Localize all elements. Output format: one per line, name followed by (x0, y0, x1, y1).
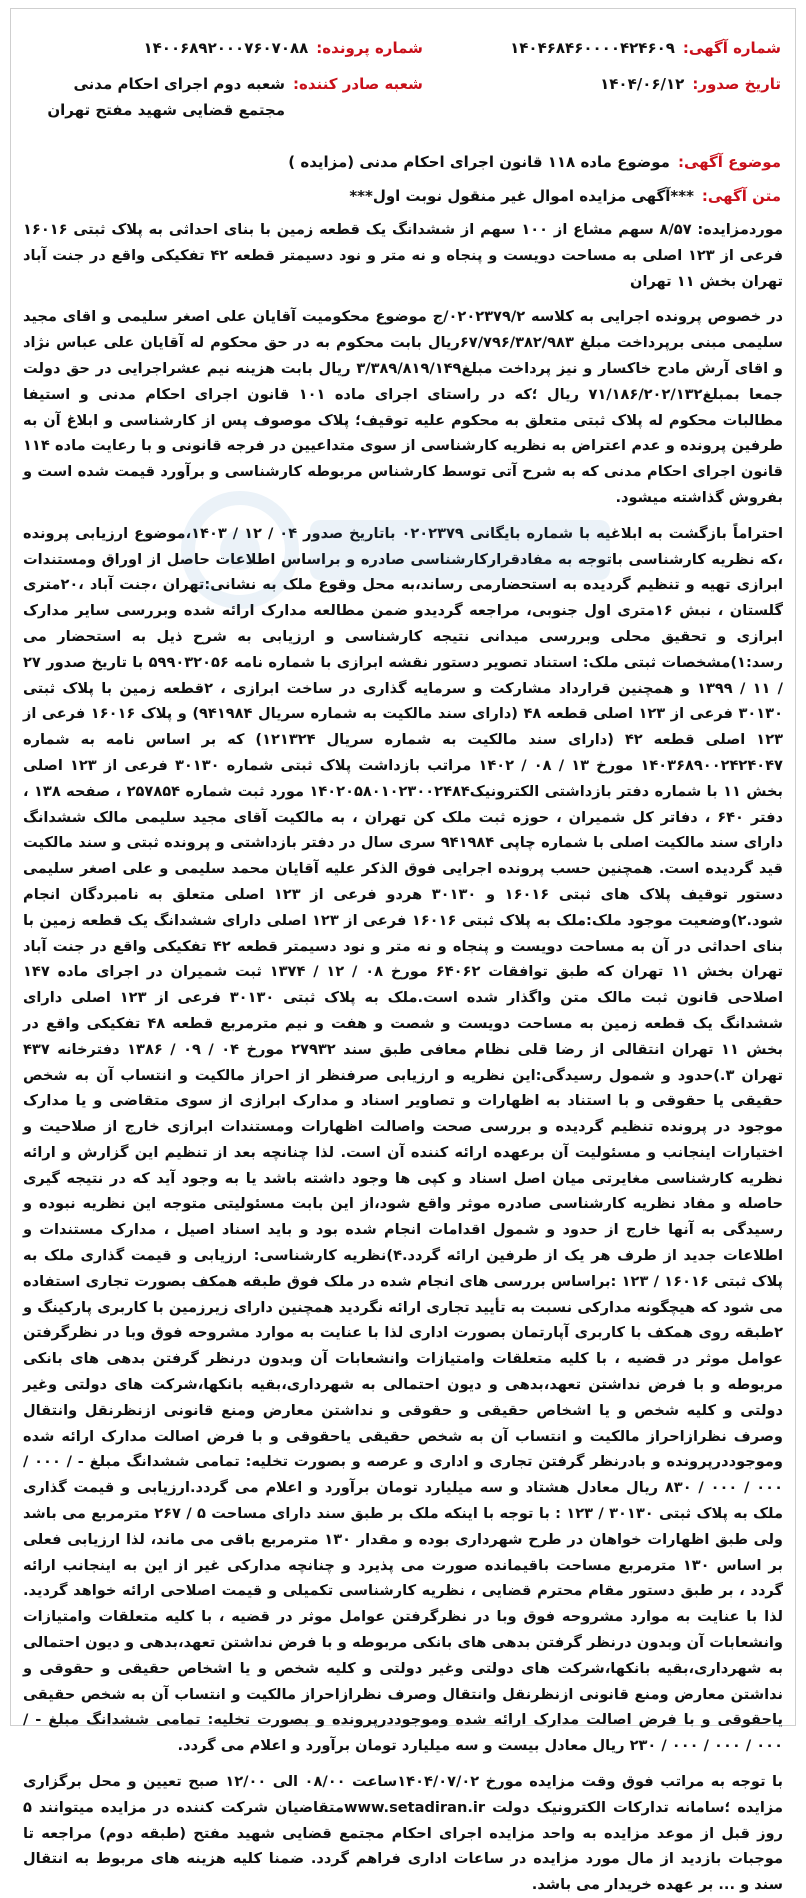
ad-number-label: شماره آگهی: (682, 39, 781, 57)
ad-subject (11, 139, 795, 175)
issue-date-label: تاریخ صدور: (692, 75, 781, 93)
header-row-2 (25, 71, 781, 123)
branch-value: شعبه دوم اجرای احکام مدنی مجتمع قضایی شهید مفتح تهران (47, 75, 286, 119)
ad-number (423, 35, 781, 61)
header-row-1 (25, 35, 781, 61)
case-number-label: شماره پرونده: (316, 39, 423, 57)
issue-date-value: ۱۴۰۴/۰۶/۱۲ (600, 75, 685, 93)
branch-label: شعبه صادر کننده: (293, 75, 423, 93)
ad-number-value: ۱۴۰۴۶۸۴۶۰۰۰۰۴۲۴۶۰۹ (510, 39, 675, 57)
notice-header (11, 9, 795, 139)
paragraph-case-details: در خصوص پرونده اجرایی به کلاسه ۰۲۰۲۳۷۹/۲/ج موضوع محکومیت آقایان علی اصغر سلیمی و اقای مجید سلیمی مبنی برپرداخت مبلغ ۶۷/۷۹۶/۳۸۲/۹۸۳ریال بابت محکوم به در حق محکوم له آقایان علی عباس نژاد و اقای آرش مادح خاکسار و نیز پرداخت مبلغ۳/۳۸۹/۸۱۹/۱۴۹ ریال بابت هزینه نیم عشراجرایی در حق دولت جمعا بمبلغ۷۱/۱۸۶/۲۰۲/۱۳۲ ریال ؛که در راستای اجرای ماده ۱۰۱ قانون اجرای احکام مدنی و استیفا مطالبات محکوم له پلاک ثبتی متعلق به محکوم علیه توقیف؛ پلاک موصوف پس از کارشناسی و ابلاغ آن به طرفین پرونده و عدم اعتراض به نظریه کارشناسی از سوی متداعیین در فرجه قانونی و با رعایت ماده ۱۱۴ قانون اجرای احکام مدنی که به شرح آتی توسط کارشناس مربوطه کارشناسی و برآورد قیمت شده است و بفروش گذاشته میشود. (23, 308, 784, 506)
ad-text-label: متن آگهی: (701, 187, 781, 205)
paragraph-auction-item: موردمزایده: ۸/۵۷ سهم مشاع از ۱۰۰ سهم از ششدانگ یک قطعه زمین با بنای احداثی به پلاک ثبتی ۱۶۰۱۶ فرعی از ۱۲۳ اصلی به مساحت دویست و پنجاه و نه متر و نود دسیمتر قطعه ۴۲ تفکیکی واقع در جنت آباد تهران بخش ۱۱ تهران (23, 221, 784, 290)
subject-label: موضوع آگهی: (677, 153, 781, 171)
issue-date (423, 71, 781, 97)
notice-frame (10, 8, 796, 1894)
ad-text-value: ***آگهی مزایده اموال غیر منقول نوبت اول*** (349, 187, 694, 205)
case-number (25, 35, 423, 61)
paragraph-auction-time: با توجه به مراتب فوق وقت مزایده مورخ ۱۴۰۴/۰۷/۰۲ساعت ۰۸/۰۰ الی ۱۲/۰۰ صبح تعیین و محل برگزاری مزایده ؛سامانه تدارکات الکترونیک دولت www.setadiran.irمتقاضیان شرکت کننده در مزایده میتوانند ۵ روز قبل از موعد مزایده به واحد مزایده اجرای احکام مجتمع قضایی شهید مفتح (طبقه دوم) مراجعه تا موجبات بازدید از مال مورد مزایده در ساعات اداری فراهم گردد. ضمنا کلیه هزینه های مربوط به انتقال سند و ... بر عهده خریدار می باشد. (23, 1773, 783, 1894)
notice-body (11, 209, 795, 1898)
issuing-branch (25, 71, 423, 123)
case-number-value: ۱۴۰۰۶۸۹۲۰۰۰۷۶۰۷۰۸۸ (143, 39, 309, 57)
paragraph-expert-report: احتراماً بازگشت به ابلاغیه با شماره بایگانی ۰۲۰۲۳۷۹ باتاریخ صدور ۰۴ / ۱۲ / ۱۴۰۳،موضوع ارزیابی پرونده ،که نظریه کارشناسی باتوجه به مفادقرارکارشناسی صادره و براساس اطلاعات حاصل از اوراق ومستندات ابرازی تهیه و تنظیم گردیده به استحضارمی رساند،به محل وقوع ملک به نشانی:تهران ،جنت آباد ،۲۰متری گلستان ، نبش ۱۶متری اول جنوبی، مراجعه گردیدو ضمن مطالعه مدارک ارائه شده وبررسی سایر مدارک ابرازی و تحقیق محلی وبررسی میدانی نتیجه کارشناسی و ارزیابی به شرح ذیل به استحضار می رسد:۱)مشخصات ثبتی ملک: استناد تصویر دستور نقشه ابرازی با شماره نامه ۵۹۹۰۳۲۰۵۶ با تاریخ صدور ۲۷ / ۱۱ / ۱۳۹۹ و همچنین قرارداد مشارکت و سرمایه گذاری در ساخت ابرازی ، ۲قطعه زمین با پلاک ثبتی ۳۰۱۳۰ فرعی از ۱۲۳ اصلی قطعه ۴۸ (دارای سند مالکیت به شماره سریال ۹۴۱۹۸۴) و پلاک ۱۶۰۱۶ فرعی از ۱۲۳ اصلی قطعه ۴۲ (دارای سند مالکیت به شماره سریال ۱۲۱۳۲۴) که بر اساس نامه به شماره ۱۴۰۳۶۸۹۰۰۲۴۲۴۰۴۷ مورخ ۱۳ / ۰۸ / ۱۴۰۲ مراتب بازداشت پلاک ثبتی شماره ۳۰۱۳۰ فرعی از ۱۲۳ اصلی بخش ۱۱ با شماره دفتر بازداشتی الکترونیک۱۴۰۲۰۵۸۰۱۰۲۳۰۰۲۴۸۴ مورد ثبت شماره ۲۵۷۸۵۴ ، صفحه ۱۳۸ ، دفتر ۶۴۰ ، دفاتر کل شمیران ، حوزه ثبت ملک کن تهران ، به مالکیت آقای مجید سلیمی مالک ششدانگ دارای سند مالکیت اصلی با شماره چاپی ۹۴۱۹۸۴ سری سال در دفتر بازداشتی و پرونده ثبتی و سند مالکیت قید گردیده است. همچنین حسب پرونده اجرایی فوق الذکر علیه آقایان محمد سلیمی و علی اصغر سلیمی دستور توقیف پلاک های ثبتی ۱۶۰۱۶ و ۳۰۱۳۰ هردو فرعی از ۱۲۳ اصلی متعلق به نامبردگان انجام شود.۲)وضعیت موجود ملک:ملک به پلاک ثبتی ۱۶۰۱۶ فرعی از ۱۲۳ اصلی دارای ششدانگ یک قطعه زمین با بنای احداثی در آن به مساحت دویست و پنجاه و نه متر و نود دسیمتر قطعه ۴۲ تفکیکی واقع در جنت آباد تهران بخش ۱۱ تهران که طبق توافقات ۶۴۰۶۲ مورخ ۰۸ / ۱۲ / ۱۳۷۴ ثبت شمیران در اجرای ماده ۱۴۷ اصلاحی قانون ثبت مالک متن واگذار شده است.ملک به پلاک ثبتی ۳۰۱۳۰ فرعی از ۱۲۳ اصلی دارای ششدانگ یک قطعه زمین به مساحت دویست و شصت و هفت و نیم مترمربع قطعه ۴۸ تفکیکی واقع در بخش ۱۱ تهران انتقالی از رضا قلی نظام معافی طبق سند ۲۷۹۳۲ مورخ ۰۴ / ۰۹ / ۱۳۸۶ دفترخانه ۴۳۷ تهران ۳.)حدود و شمول رسیدگی:این نظریه و ارزیابی صرفنظر از احراز مالکیت و انتساب آن به شخص حقیقی یا حقوقی و با استناد به اظهارات و تصاویر اسناد و مدارک ابرازی از سوی متقاضی و یا مدارک موجود در پرونده تنظیم گردیده و بررسی صحت واصالت اظهارات ومستندات ابرازی خارج از صلاحیت و اختیارات اینجانب و مسئولیت آن برعهده ارائه کننده آن است. لذا چنانچه بعد از تنظیم این گزارش و ارائه نظریه کارشناسی مغایرتی میان اصل اسناد و کپی ها وجود داشته باشد یا به وجود آید که در نتیجه گیری حاصله و مفاد نظریه کارشناسی صادره موثر واقع شود،از این بابت مسئولیتی متوجه این نظریه نبوده و رسیدگی به آنها خارج از حدود و شمول اقدامات انجام شده بود و باید اسناد اصیل ، مدارک مستندات و اطلاعات جدید از طرف هر یک از طرفین ارائه گردد.۴)نظریه کارشناسی: ارزیابی و قیمت گذاری ملک به پلاک ثبتی ۱۶۰۱۶ / ۱۲۳ :براساس بررسی های انجام شده در ملک فوق طبقه همکف بصورت تجاری استفاده می شود که هیچگونه مدارکی نسبت به تأیید تجاری ارائه نگردید همچنین دارای زیرزمین با کاربری پارکینگ و ۲طبقه روی همکف با کاربری آپارتمان بصورت اداری لذا با عنایت به موارد مشروحه فوق وبا در نظرگرفتن عوامل موثر در قضیه ، با کلیه متعلقات وامتیازات وانشعابات آن وبدون درنظر گرفتن بدهی های بانکی مربوطه و با فرض نداشتن تعهد،بدهی و دیون احتمالی به شهرداری،بقیه بانکها،شرکت های دولتی وغیر دولتی و کلیه شخص و یا اشخاص حقیقی و حقوقی و نداشتن معارض ومنع قانونی ازنظرنقل وانتقال وصرف نظرازاحراز مالکیت و انتساب آن به شخص حقیقی یاحقوقی و با فرض اصالت مدارک ارائه شده وموجوددرپرونده و بادرنظر گرفتن تجاری و اداری و عرصه و بصورت تخلیه: تمامی ششدانگ مبلغ - / ۰۰۰ / ۰۰۰ / ۰۰۰ / ۸۳۰ ریال معادل هشتاد و سه میلیارد تومان برآورد و اعلام می گردد.ارزیابی و قیمت گذاری ملک به پلاک ثبتی ۳۰۱۳۰ / ۱۲۳ : با توجه با اینکه ملک بر طبق سند دارای مساحت ۵ / ۲۶۷ مترمربع می باشد ولی طبق اظهارات خواهان در طرح شهرداری بوده و مقدار ۱۳۰ مترمربع باقی می ماند، لذا ارزیابی فعلی بر اساس ۱۳۰ مترمربع مساحت باقیمانده صورت می پذیرد و چنانچه مدارکی غیر از این به اینجانب ارائه گردد ، بر طبق دستور مقام محترم قضایی ، نظریه کارشناسی تکمیلی و قیمت اصلاحی ارائه خواهد گردید. لذا با عنایت به موارد مشروحه فوق وبا در نظرگرفتن عوامل موثر در قضیه ، با کلیه متعلقات وامتیازات وانشعابات آن وبدون درنظر گرفتن بدهی های بانکی مربوطه و با فرض نداشتن تعهد،بدهی و دیون احتمالی به شهرداری،بقیه بانکها،شرکت های دولتی وغیر دولتی و کلیه شخص و یا اشخاص حقیقی و حقوقی و نداشتن معارض ومنع قانونی ازنظرنقل وانتقال وصرف نظرازاحراز مالکیت و انتساب آن به شخص حقیقی یاحقوقی و با فرض اصالت مدارک ارائه شده وموجوددرپرونده و بصورت تخلیه: تمامی ششدانگ مبلغ - / ۰۰۰ / ۰۰۰ / ۰۰۰ / ۲۳۰ ریال معادل بیست و سه میلیارد تومان برآورد و اعلام می گردد. (23, 524, 784, 1755)
subject-value: موضوع ماده ۱۱۸ قانون اجرای احکام مدنی (مزایده ) (288, 153, 670, 171)
ad-text-title (11, 175, 795, 209)
